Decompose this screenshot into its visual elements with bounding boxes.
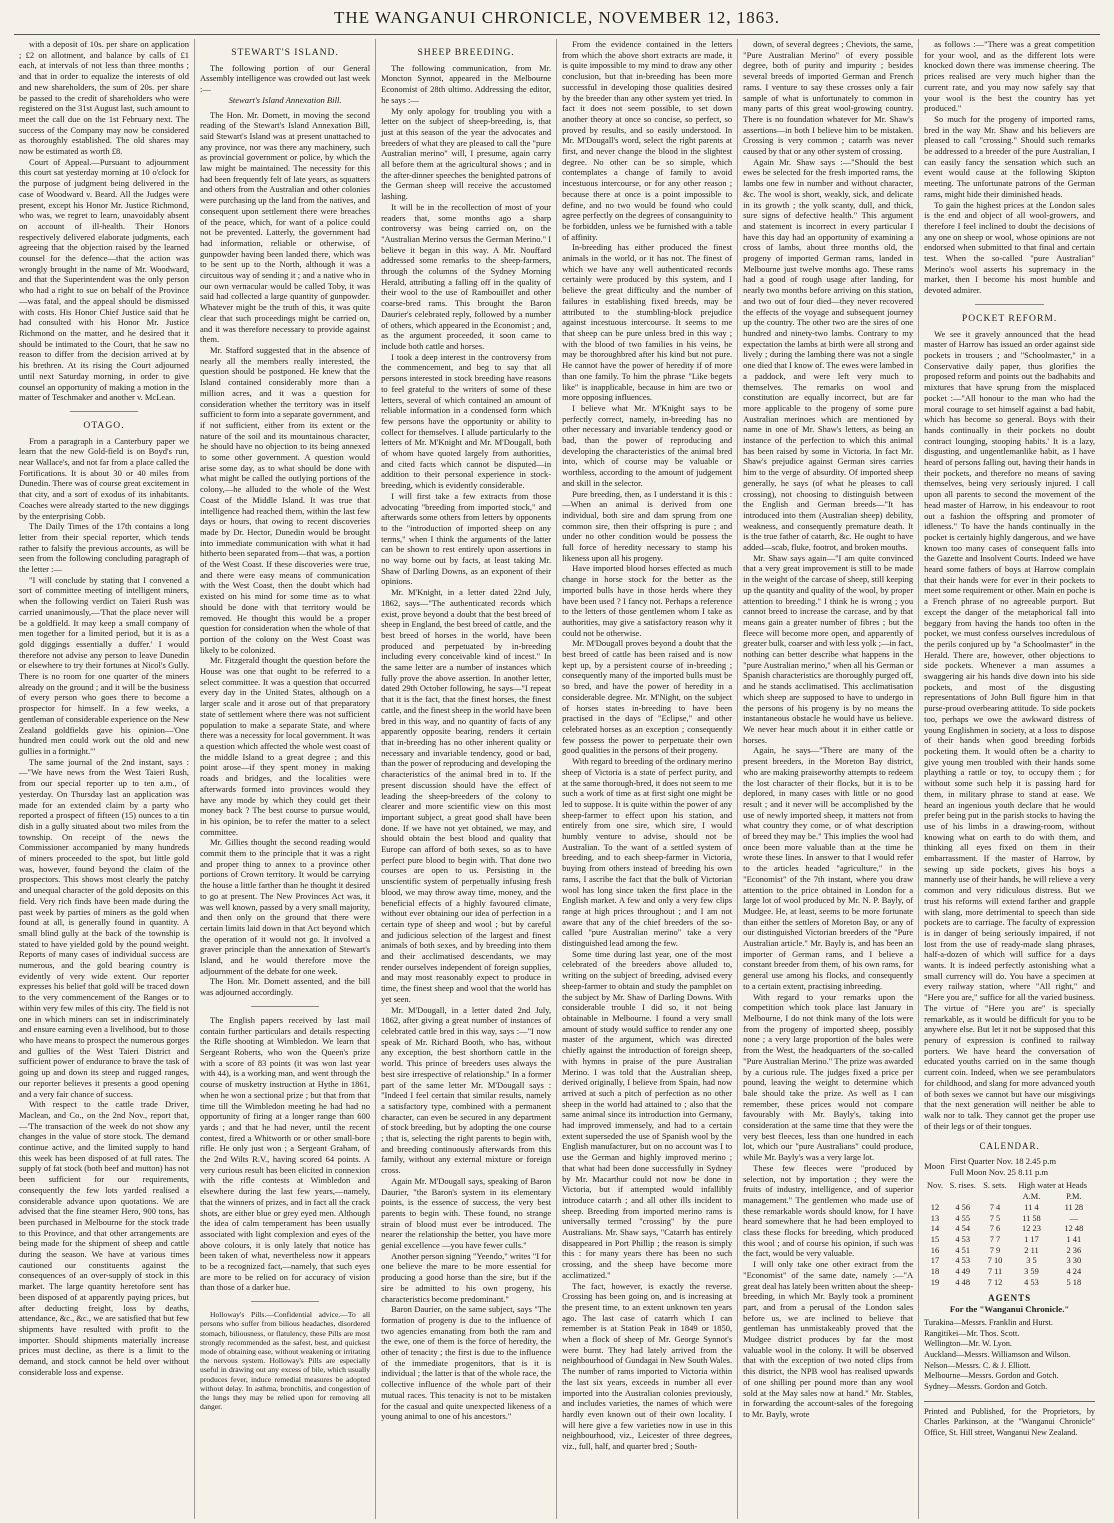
calendar-cell: 1 41 [1066, 1234, 1082, 1244]
calendar-row [924, 1267, 1095, 1278]
court-of-appeal-paragraph: Court of Appeal.—Pursuant to adjournment this court sat yesterday morning at 10 o'clock for the purpose of judgment being delivered in the case of Woodward v. Beard. All the Judges were present, except his Honor Mr. Justice Richmond, who was, we regret to learn, unavoidably absent on account of ill-health. Their Honors respectively delivered elaborate judgments, each agreeing that the objection raised by the learned counsel for the defence—that the action was wrongly brought in the name of Mr. Woodward, and that the Superintendent was the only person who had a right to sue on behalf of the Province—was fatal, and the appeal should be dismissed with costs. His Honor Chief Justice said that he had consulted with his Honor Mr. Justice Richmond on the matter, and he desired that it should be intimated to the Court, that he saw no reason to differ from the decision arrived at by his brethren. At its rising the Court adjourned until next Saturday morning, in order to give counsel an opportunity of making a motion in the matter of Teschmaker and another v. McLean. [19, 156, 190, 403]
calendar-cell: 7 12 [987, 1277, 1003, 1287]
calendar-header-row [924, 1181, 1095, 1192]
calendar-row [924, 1246, 1095, 1257]
stewarts-island-heading: STEWART'S ISLAND. [231, 47, 339, 58]
calendar-cell: 4 24 [1066, 1267, 1082, 1277]
moon-phase-first-quarter: First Quarter Nov. 18 2.45 p.m [950, 1156, 1057, 1167]
calendar-ampm-row [924, 1192, 1095, 1203]
annexation-bill-subheading: Stewart's Island Annexation Bill. [228, 94, 342, 105]
calendar-cell: 19 [930, 1277, 940, 1287]
calendar-cell: 11 4 [1024, 1202, 1039, 1212]
sheep-breeding-paragraph: It will be in the recollection of most of your readers that, some months ago a sharp controversy was being carried on, on the "Australian Merino versus the German Merino." I believe it began in this way. A Mr. Nouffard addressed some remarks to the sheep-farmers, through the columns of the Sydney Morning Herald, attributing a falling off in the quality of their wool to the use of Rambouillet and other coarse-bred rams. This brought the Baron Daurier's celebrated reply, followed by a number of others, which appeared in the Economist ; and, as the argument proceeded, it soon came to include both cattle and horses. [381, 201, 552, 351]
moon-phases [924, 1156, 1095, 1177]
agent-line: Rangitikei—Mr. Thos. Scott. [924, 1328, 1020, 1338]
columns [14, 39, 1100, 1519]
calendar-am-label: A.M. [1022, 1192, 1041, 1202]
calendar-cell: 4 54 [955, 1224, 971, 1234]
calendar-cell: 15 [930, 1234, 940, 1244]
moon-label: Moon [924, 1161, 945, 1172]
agent-line: Nelson—Messrs. C. & J. Elliott. [924, 1360, 1031, 1370]
calendar-row [924, 1278, 1095, 1289]
calendar-cell: 14 [930, 1224, 940, 1234]
calendar-cell: 4 53 [955, 1234, 971, 1244]
sheep-breeding-paragraph: Baron Daurier, on the same subject, says "The formation of progeny is due to the influence of two agencies emanating from both the ram and the ewe, one of them is the force of heredity, the other of tenacity ; the first is due to the influence of the immediate progenitors, that is it is individual ; the latter is that of the whole race, the collective influence of the whole part of their mutual races. This tenacity is not to be mistaken for the casual and quite unexpected likeness of a young animal to one of his ancestors." [381, 1304, 552, 1422]
column-2 [195, 39, 376, 1519]
sheep-breeding-paragraph: Another person signing "Yeendo," writes "I for one believe the mare to be more essential for producing a good horse than the sire, but if the sire be admitted to his own progeny, his characteristics become predominant." [381, 1250, 552, 1304]
calendar-cell: 7 11 [987, 1267, 1003, 1277]
otago-paragraph: With respect to the cattle trade Driver, Maclean, and Co., on the 2nd Nov., report that,—'The transaction of the week do not show any changes in the value of store stock. The demand continue active, and the limited supply to hand this week has been disposed of at full rates. The supply of fat stock (both beef and mutton) has not been sufficient for our requirements, consequently the few lots yarded realised a considerable advance upon quotations. We are advised that the fine steamer Hero, 900 tons, has been purchased in Melbourne for the stock trade to this Province, and that other arrangements are being made for the shipment of sheep and cattle during the season. We have at various times cautioned our constituents against the consequences of an over-supply of stock in this market. The large quantity heretofore sent has been disposed of at apparently paying prices, but after deducting freight, loss by deaths, attendance, &c., &c., we are satisfied that but few shipments have resulted with profit to the importer. Should shipments materially increase prices must decline, as there is a limit to the demand, and stock cannot be held over without considerable loss and expense. [19, 1099, 190, 1377]
divider [70, 411, 138, 412]
sheep-breeding-paragraph: as follows :—"There was a great competition for your wool, and as the different lots were knocked down there was immense cheering. The prices realised are very much higher than the current rate, and you may now safely say that your wool is the best the country has yet produced." [924, 39, 1096, 114]
calendar-cell: 4 49 [955, 1267, 971, 1277]
calendar-cell: 4 55 [955, 1213, 971, 1223]
calendar-cell: 4 51 [955, 1245, 971, 1255]
calendar-cell: 2 36 [1066, 1245, 1082, 1255]
sheep-breeding-paragraph: Again Mr. Shaw says :—"Should the best ewes be selected for the fresh imported rams, the lambs one few in number and without character, &c. The wool is short, weakly, sick, and delicate in its growth ; the yolk scanty, dull, and thick, sure signs of defective health." This argument and statement is incorrect in every particular I have this day had an opportunity of examining a cross of lambs, about three months old, the progeny of imported German rams, landed in Melbourne just twelve months ago. These rams had a good of rough usage after landing, for nearly two months before arriving on this station, and two out of four died—they never recovered the effects of the voyage and subsequent journey up the country. The other two are the sires of one hundred and ninety-two lambs. Contrary to my expectation the lambs at birth were all strong and lively ; during the lambing there was not a single one died that I know of. The ewes were lambed in a paddock, and were left very much to themselves. The remarks on wool and constitution are equally incorrect, but are far more applicable to the progeny of some pure Australian merinoes which are mentioned by name in one of Mr. Shaw's letters, as being an instance of the perfection to which this animal has been raised by some in Victoria. In fact Mr. Shaw's prejudice against German sires carries him to the verge of absurdity. Of imported sheep generally, he says (of what he pleases to call crossing), not choosing to distinguish between the English and German breeds—"It has introduced into them (Australian sheep) debility, weakness, and consequently premature death. It is the true father of catarrh, &c. He ought to have added—scab, fluke, footrot, and broken mouths. [743, 156, 914, 553]
calendar-cell: 12 23 [1022, 1224, 1041, 1234]
calendar-cell: 7 7 [989, 1234, 1001, 1244]
pocket-reform-heading: POCKET REFORM. [961, 312, 1058, 324]
sheep-breeding-paragraph: To gain the highest prices at the London sales is the end and object of all wool-growers, and therefore I feel inclined to doubt the decisions of any one on sheep or wool, whose opinions are not endorsed when submitted to that final and certain test. When the so-called "pure Australian" Merino's wool asserts his supremacy in the market, then I become his most humble and devoted admirer. [924, 199, 1096, 296]
sheep-breeding-paragraph: Have imported blood horses effected as much change in horse stock for the better as the imported bulls have in those herds where they have been used ? I fancy not. Perhaps a reference to the letters of those gentlemen whom I take as authorities, may give a satisfactory reason why it could not be otherwise. [562, 563, 733, 638]
calendar-cell: 1 17 [1024, 1234, 1039, 1244]
sheep-breeding-paragraph: These few fleeces were "produced by selection, not by importation ; they were the fruits of industry, intelligence, and of superior management." The gentlemen who made use of these remarkable words should know, for I have heard somewhere that he had been employed to class these flocks for breeding, which produced this wool ; and of course his opinion, if such was the fact, would be very valuable. [743, 1162, 914, 1259]
sheep-breeding-paragraph: I will first take a few extracts from those advocating "breeding from imported stock," and afterwards some others from letters by opponents to the "introduction of imported sheep on any terms," when I think the arguments of the latter can be shown to rest entirely upon assertions in no way borne out by facts, at least taking Mr. Shaw of Darling Downs, as an exponent of their opinions. [381, 490, 552, 587]
calendar-col-header: High water at Heads [1018, 1181, 1087, 1191]
sheep-breeding-paragraph: I believe what Mr. M'Knight says to be perfectly correct, namely, in-breeding has no other necessary and invariable tendency good or bad, than the power of reproducing and developing the characteristics of the animal bred into, which of course may be valuable or worthless, according to the amount of judgement and skill in the selector. [562, 402, 733, 488]
company-shares-paragraph: with a deposit of 10s. per share on application ; £2 on allotment, and balance by calls of £1 each, at intervals of not less than three months ; and that in order to equalize the interests of old and new shareholders, the sum of 20s. per share be passed to the credit of shareholders who were registered on the 31st August last, such amount to meet the call due on the 1st February next. The success of the Company may now be considered as thoroughly established. The old shares may now be estimated as worth £8. [19, 39, 190, 157]
calendar-cell: 7 10 [987, 1256, 1003, 1266]
calendar-cell: 7 6 [989, 1224, 1001, 1234]
calendar-pm-label: P.M. [1066, 1192, 1082, 1202]
column-4 [557, 39, 738, 1519]
divider [975, 304, 1043, 305]
sheep-breeding-paragraph: The fact, however, is exactly the reverse. Crossing has been going on, and is increasing at the present time, to an extent unknown ten years ago. The last case of catarrh which I can remember is at Station Peak in 1849 or 1850, when a flock of sheep of Mr. George Synnot's were burnt. They had lately arrived from the neighbourhood of Gundagai in New South Wales. The number of rams imported to Victoria within the last six years, exceeds in number all ever imported into the Australian colonies previously, and includes varieties, the names of which were hardly even known out of their own locality. I will here give a few varieties now in use in this neighbourhood, viz., Leicester of three degrees, viz., full, half, and quarter bred ; South- [562, 1280, 733, 1452]
otago-heading: OTAGO. [83, 419, 125, 431]
moon-lines [950, 1156, 1095, 1177]
calendar-cell: 13 [930, 1213, 940, 1223]
sheep-breeding-paragraph: I will only take one other extract from the "Economist" of the same date, namely :—"A great deal has lately been written about the sheep-breeding, in which Mr. Bayly took a prominent part, and from a perusal of the London sales before us, we are inclined to believe that gentleman has unmistakeably proved that the Mudgee district produces by far the most valuable wool in the colony. It will be observed that with the exception of two noted clips from this district, the NPB wool has realised upwards of one shilling per pound more than any wool sold at the May sales now at hand." Mr. Stables, in forwarding the account-sales of the foregoing to Mr. Bayly, wrote [743, 1259, 914, 1419]
divider [251, 1301, 319, 1302]
calendar-row [924, 1256, 1095, 1267]
calendar-cell: 18 [930, 1267, 940, 1277]
sheep-breeding-paragraph: With regard to your remarks upon the competition which took place last January in Melbourne, I do not think many of the lots were from the progeny of imported sheep, possibly none ; a very large proportion of the bales were from the West, the headquarters of the so-called "Pure Australian Merino." The prize was awarded by a curious rule. The judges fixed a price per pound, leaving the weight to determine which bale should take the prize. As well as I can remember, these prices would not compare favourably with Mr. Bayly's, taking into consideration at the same time that they were the very best fleeces, less than one hundred in each lot, which our "pure Australians" could produce, while Mr. Bayly's was a very large lot. [743, 991, 914, 1163]
stewarts-island-paragraph: Mr. Fitzgerald thought the question before the House was one that ought to be referred to a select committee. It was a question that occurred every day in the United States, although on a larger scale and it arose out of that preparatory state of settlement where there was not sufficient population to make a separate State, and where there was a necessity for local government. It was a question which affected the whole west coast of the middle Island to a great degree ; and this point arose—if they spent money in making roads and bridges, and the localities were afterwards formed into provinces would they have any mode by which they could get their money back ? The best course to pursue would, in his opinion, be to refer the matter to a select committee. [200, 655, 371, 837]
calendar-row [924, 1235, 1095, 1246]
column-3 [376, 39, 557, 1519]
calendar-cell: 16 [930, 1245, 940, 1255]
stewarts-island-intro: The following portion of our General Assembly intelligence was crowded out last week :— [200, 62, 371, 95]
agents-section [924, 1293, 1095, 1392]
stewarts-island-paragraph: The Hon. Mr. Domett, in moving the second reading of the Stewart's Island Annexation Bill, said Stewart's Island was at present unattached to any province, nor was there any machinery, such as provincial government or police, by which the law might be maintained. The necessity for this had been frequently felt of late years, as squatters and others from the Australian and other colonies were purchasing up the land from the natives, and consequent upon settlement there were breaches of the peace, which, for want of a police could not be prevented. Latterly, the government had had information, reliable or otherwise, of gunpowder having been landed there, which was to be sent up to the North, although it was a circuitous way of sending it ; and a native who in our own vernacular would be called Toby, it was said had collected a large quantity of gunpowder. Whatever might be the truth of this, it was quite clear that such proceedings might be carried on, and it was therefore necessary to provide against them. [200, 109, 371, 345]
sheep-breeding-paragraph: Again, he says—"There are many of the present breeders, in the Moreton Bay district, who are making praiseworthy attempts to redeem the lost character of their flocks, but it is to be deplored, in many cases with little or no good result ; and it never will be accomplished by the use of newly imported sheep, it matters not from what country they come, or of what description of breed they may be." This implies the wool had once been more valuable than at the time he wrote these lines. In answer to that I would refer to the articles headed "agriculture," in the "Economist" of the 7th instant, where you draw attention to the price obtained in London for a large lot of wool produced by Mr. N. P. Bayly, of Mudgee. He, at least, seems to be more fortunate than either the settlers of Moreton Bay, or any of our distinguished Victorian breeders of the "Pure Australian article." Mr. Bayly is, and has been an importer of German rams, and I believe a constant breeder from them, of his own rams, for general use among his flocks, and consequently to a certain extent, practising inbreeding. [743, 745, 914, 991]
agents-subheading: For the "Wanganui Chronicle." [949, 1304, 1070, 1315]
sheep-breeding-paragraph: Mr. Shaw says again—"I am quite convinced that a very great improvement is still to be made in the weight of the carcase of sheep, still keeping up the quantity and quality of the wool, by proper attention to breeding." I think he is wrong ; you cannot breed to increase the carcase, and by that means gain a greater number of fibres ; but the fleece will become more open, and apparently of greater bulk, coarser and with less yolk ;—in fact, nothing can better describe what happens in the "pure Australian merino," when all his German or Spanish characteristics are thoroughly purged off, and he stands acclimatised. This acclimatisation which sheep are supposed to have to undergo in the persons of his progeny is by no means the instantaneous obstacle he would have us believe. We never hear much about it in either cattle or horses. [743, 552, 914, 745]
sheep-breeding-paragraph: Mr. M'Dougall, in a letter dated 2nd July, 1862, after giving a great number of instances of celebrated cattle bred in this way, says :—"I now speak of Mr. Richard Booth, who has, without any exception, the best shorthorn cattle in the world. This prince of breeders uses always the best sire irrespective of relationship." In a former part of the same letter Mr. M'Dougall says : "Indeed I feel certain that similar results, namely a satisfactory type, combined with a permanent character, can even be secured in any department of stock breeding, but by adopting the one course ; that is, selecting the right parents to begin with, and breeding continuously afterwards from this family, without any external mixture or foreign cross. [381, 1004, 552, 1176]
calendar-cell: 3 30 [1066, 1256, 1082, 1266]
calendar-cell: 7 4 [989, 1202, 1001, 1212]
imprint [924, 1401, 1095, 1439]
calendar-row [924, 1214, 1095, 1225]
calendar-col-header: Nov. [926, 1181, 943, 1191]
calendar-cell: 5 18 [1066, 1277, 1082, 1287]
column-6 [919, 39, 1100, 1519]
otago-paragraph: The same journal of the 2nd instant, says :—"We have news from the West Taieri Rush, from our special reporter up to ten a.m., of yesterday. On Thursday last an application was made for an extended claim by a party who reported a prospect of fifteen (15) ounces to a tin dish in a gully situated about two miles from the township. On receipt of the news the Commissioner accompanied by many hundreds of miners proceeded to the spot, but little gold was, however, found beyond the claim of the prospectors. This shows most clearly the patchy and unequal character of the gold deposits on this field. Very rich finds have been made during the past week by parties of miners as the gold when found at all, is generally found in quantity. A small blind gully at the back of the township is stated to have yielded gold by the pound weight. Reports of many cases of individual success are numerous, and the gold bearing country is evidently of very wide extent. Our reporter expresses his belief that gold will be traced down to the very commencement of the Ranges or to within very few miles of this city. The field is not one in which miners can set in indiscriminately and ensure earning even a livelihood, but to those who have means to prospect the numerous gorges and gullies of the West Taieri District and sufficient power of endurance to brave the task of going up and down its steep and rugged ranges, our reporter believes it presents a good opening and a very fair chance of success. [19, 756, 190, 1099]
calendar-cell: 4 48 [955, 1277, 971, 1287]
calendar-cell: 7 9 [989, 1245, 1001, 1255]
agent-line: Wellington—Mr. W. Lyon. [924, 1339, 1012, 1349]
sheep-breeding-paragraph: So much for the progeny of imported rams, bred in the way Mr. Shaw and his believers are pleased to call "crossing." Should such remarks be addressed to a breeder of the pure Australian, I can easily fancy the sensation which such an event would cause at the following Skipton meeting. The unfortunate patrons of the German rams, might hide their diminished heads. [924, 113, 1096, 199]
agent-line: Sydney—Messrs. Gordon and Gotch. [924, 1382, 1048, 1392]
masthead: THE WANGANUI CHRONICLE, NOVEMBER 12, 1863. [14, 4, 1100, 35]
calendar-col-header: S. rises. [949, 1181, 976, 1191]
agent-line: Auckland—Messrs. Williamson and Wilson. [924, 1349, 1071, 1359]
otago-paragraph: "I will conclude by stating that I convened a sort of committee meeting of intelligent miners, when the following verdict on Taieri Rush was carried unanimously,—'That the place never will be a goldfield. It may keep a small company of men together for a limited period, but it is as a gold diggings essentially a duffer.' I would therefore not advise any person to leave Dunedin or elsewhere to try their fortunes at Nicol's Gully. There is no room for one quarter of the miners already on the ground ; and it will be the business of every person who goes there to become a prospector for himself. In a few weeks, a gentleman of considerable experience on the New Zealand goldfields gave his opinion—'One hundred men could work out the old and new gullies in a fortnight.'" [19, 574, 190, 756]
calendar-cell: 7 5 [989, 1213, 1001, 1223]
calendar-cell: 3 59 [1024, 1267, 1039, 1277]
calendar-heading: CALENDAR. [979, 1141, 1040, 1152]
calendar-cell: 4 56 [955, 1202, 971, 1212]
divider [251, 1006, 319, 1007]
otago-paragraph: From a paragraph in a Canterbury paper we learn that the new Gold-field is on Boyd's run, near Wallace's, and not far from a place called the Fortifications. It is about 30 or 40 miles from Dunedin. There was of course great excitement in that city, and a sort of exodus of its inhabitants. Coaches were already started to the new diggings by the enterprising Cobb. [19, 435, 190, 521]
stewarts-island-paragraph: The Hon. Mr. Domett assented, and the bill was adjourned accordingly. [200, 976, 371, 998]
agent-line: Turakina—Messrs. Franklin and Hurst. [924, 1317, 1053, 1327]
stewarts-island-paragraph: Mr. Stafford suggested that in the absence of nearly all the members really interested, the question should be postponed. He knew that the Island contained considerably more than a million acres, and it was a question for consideration whether the territory was in itself sufficient to form into a separate government, and if not sufficient, either from its extent or the nature of the soil and its mountainous character, he should have no objection to its being annexed to some other government. A question would arise some day, as to what should be done with what might be called the outlying portions of the colony,—he alluded to the whole of the West Coast of the Middle Island. It was true that intelligence had reached them, within the last few days or hours, that owing to recent discoveries made by Dr. Hector, Dunedin would be brought into immediate communication with what it had hitherto been separated from—that was, a portion of the West Coast. If these discoveries were true, and there were easy means of communication with the West Coast, then the doubt which had existed on his mind for some time as to what should be done with that territory would be removed. He thought this would be a proper question for consideration when the whole of that portion of the colony on the West Coast was likely to be colonized. [200, 344, 371, 655]
calendar-cell: 4 53 [1024, 1277, 1039, 1287]
sheep-breeding-paragraph: My only apology for troubling you with a letter on the subject of sheep-breeding, is, that just at this season of the year the advocates and breeders of what they are pleased to call the "pure Australian merino" will, I presume, again carry all before them at the agricultural shows ; and in the after-dinner speeches the benighted patrons of the German sheep will receive the accustomed lashing. [381, 105, 552, 202]
calendar-body [924, 1203, 1095, 1289]
calendar-cell: 11 28 [1064, 1202, 1084, 1212]
sheep-breeding-paragraph: The following communication, from Mr. Moncton Synnot, appeared in the Melbourne Economist of 28th ultimo. Addressing the editor, he says :— [381, 62, 552, 105]
sheep-breeding-paragraph: Mr. M'Dougall proves beyond a doubt that the best breed of cattle has been raised and is now kept up, by a persistent course of in-breeding ; consequently many of the imported bulls must be so bred, and have the power of heredity in a considerable degree. Mr. M'Night, on the subject of horses states in-breeding to have been practised in the days of "Eclipse," and other celebrated horses as an exception ; consequently few possess the power to perpetuate their own good qualities in the persons of their progeny. [562, 638, 733, 756]
calendar-cell: 11 58 [1022, 1213, 1041, 1223]
sheep-breeding-paragraph: down, of several degrees ; Cheviots, the same, "Pure Australian Merino" of every possible degree, both of purity and impurity ; besides several breeds of imported German and French rams. I venture to say these crosses only a fair sample of what is unfortunately to common in many parts of this great wool-growing country. There is no foundation whatever for Mr. Shaw's assertions—in both I believe him to be mistaken. Crossing is very common ; catarrh was never caused by that or any other system of crossing. [743, 39, 914, 157]
sheep-breeding-paragraph: In-breeding has either produced the finest animals in the world, or it has not. The finest of which we have any well authenticated records certainly were produced by this system, and I believe the great difficulty and the number of failures in establishing fixed breeds, may be attributed to the stumbling-block prejudice against incestuous intercourse. It seems to me that sheep can be pure unless bred in this way ; with the blood of two families in his veins, he may be thoroughbred after his kind but not pure. He cannot have the power of heredity if of more than one family. To him the phrase "Like begets like" is inapplicable, because in him are two or more opposing influences. [562, 242, 733, 403]
sheep-breeding-paragraph: Pure breeding, then, as I understand it is this :—When an animal is derived from one individual, both sire and dam sprung from one common sire, then their offspring is pure ; and under no other condition would be possess the full force of heredity necessary to stamp his likeness upon all his progeny. [562, 488, 733, 563]
calendar-table [924, 1181, 1095, 1288]
calendar-row [924, 1203, 1095, 1214]
wimbledon-paragraph: The English papers received by last mail contain further particulars and details respecting the Rifle shooting at Wimbledon. We learn that Sergeant Roberts, who won the Queen's prize with a score of 83 points (it was won last year with 44), is a working man, and went through the course of musketry instruction at Hythe in 1861, when he won a sectional prize ; but that from that time till the Wimbledon meeting he had had no opportunity of firing at a longer range than 600 yards ; and that he had never, until the recent contest, fired a Whitworth or or other small-bore rifle. He only just won ; a Sergeant Graham, of the 2nd Wilts R.V., having scored 64 points. A very curious result has been elicited in connexion with the rifle contests at Wimbledon and elsewhere during the last few years,—namely, that the winners of prizes, and in fact all the crack shots, are either blue or grey eyed men. Although the idea of calm temperament has been usually associated with light complexion and eyes of the above colours, it is only lately that notice has been taken of what, nevertheless now it appears to be a recognized fact,—namely, that such eyes are more to be relied on for accuracy of vision than those of a darker hue. [200, 1014, 371, 1293]
calendar-cell: — [1069, 1213, 1079, 1223]
moon-phase-full-moon: Full Moon Nov. 25 8.11 p.m [950, 1166, 1049, 1177]
column-5 [738, 39, 919, 1519]
calendar-col-header: S. sets. [983, 1181, 1007, 1191]
calendar-cell: 3 5 [1026, 1256, 1037, 1266]
sheep-breeding-paragraph: Some time during last year, one of the most celebrated of the breeders above alluded to, writing on the subject of breeding, advised every sheep-farmer to obtain and study the pamphlet on the subject by Mr. Shaw of Darling Downs. With considerable trouble I did so, it not being obtainable in Melbourne. I found a very small amount of study would suffice to render any one master of the argument, which was directed chiefly against the introduction of foreign sheep, with hymns in praise of the pure Australian Merino. I was told that the Australian sheep, derived originally, I believe from Spain, had now arrived at such a pitch of perfection as no other sheep in the world had attained to ; also that the same animal since its introduction into Germany, had improved immensely, and had to a certain extent superseded the use of Spanish wool by the English manufacturer, but on no account was I to use the German and highly improved merino ; that what had been done successfully in Sydney by Mr. Macarthur could not now be done in Victoria, but if attempted would infallibly introduce catarrh ; and all other ills incident to sheep. Breeding from imported merino rams is universally termed "crossing" by the pure Australians. Mr. Shaw says, "Catarrh has entirely disappeared in Port Phillip ; the reason is simply this : for many years there has been no such crossing, and the sheep have become more acclimatized." [562, 948, 733, 1280]
stewarts-island-paragraph: Mr. Gillies thought the second reading would commit them to the principle that it was a right and proper thing to annex to a province other portions of Crown territory. It would be carrying the house a little farther than he thought it desired to go at present. The New Provinces Act was, it was well known, passed by a very small majority, and then only on the ground that there were certain limits laid down in that Act beyond which the operation of it would not go. It involved a graver principle than the annexation of Stewart's Island, and he would therefore move the adjournment of the debate for one week. [200, 837, 371, 976]
calendar-cell: 4 53 [955, 1256, 971, 1266]
agents-heading: AGENTS [988, 1293, 1032, 1304]
sheep-breeding-paragraph: I took a deep interest in the controversy from the commencement, and beg to say that all persons interested in stock breeding have reasons to feel grateful to the writers of some of these letters, several of which contained an amount of reliable information in a condensed form which few persons have the opportunity or ability to collect for themselves. I allude particularly to the letters of Mr. M'Knight and Mr. M'Dougall, both of whom have quoted largely from authorities, and cited facts which cannot be disputed—in addition to their personal experience in stock-breeding, which is evidently considerable. [381, 351, 552, 491]
sheep-breeding-paragraph: From the evidence contained in the letters from which the above short extracts are made, it is quite impossible to my mind to draw any other conclusion, but that in-breeding has been more successful in developing those qualities desired by the breeder than any other system yet tried. In fact it does not seem possible, to set down another theory at once so concise, so perfect, so proved by results, and so easily understood. In Mr. M'Dougall's word, select the right parents at first, and never change the blood in the slightest degree. No other can be so simple, which contemplates a change of family to avoid incestuous intercourse, or for any other reason ; because there at once is a point impossible to define, and no two would be found who could agree perfectly on the degrees of consanguinity to be forbidden, unless we be furnished with a table of affinity. [562, 39, 733, 242]
calendar-cell: 12 48 [1064, 1224, 1084, 1234]
holloways-pills-notice: Holloway's Pills.—Confidential advice.—To all persons who suffer from bilious headaches, disordered stomach, biliousness, or flatulency, these Pills are most strongly recommended as the safest, best, and quickest mode of obtaining ease, without weakening or irritating the nervous system. Holloway's Pills are especially useful in drawing out any excess of bile, which usually produces fever, induce remedial measures be adopted without delay. In asthma, bronchitis, and congestion of the lungs they may be relied upon for removing all danger. [200, 1310, 371, 1412]
otago-paragraph: The Daily Times of the 17th contains a long letter from their special reporter, which tends rather to falsify the previous accounts, as will be seen from the following concluding paragraph of the letter :— [19, 521, 190, 575]
sheep-breeding-paragraph: With regard to breeding of the ordinary merino sheep of Victoria is a state of perfect purity, and at the same thorough-bred, it does not seem to me such a work of time as at first sight one might be led to suppose. It is quite within the power of any sheep-farmer to effect upon his station, and entirely from one sire, which sire, I would humbly venture to advise, should not be Australian. To the want of a settled system of breeding, and to each sheep-farmer in Victoria, buying from others instead of breeding his own rams, I ascribe the fact that the bulk of Victorian wool has long since taken the first place in the English market. A few and only a very few clips range at high prices throughout ; and I am not aware that any of the chief breeders of the so-called "pure Australian merino" take a very distinguished lead among the few. [562, 756, 733, 949]
calendar-row [924, 1224, 1095, 1235]
sheep-breeding-paragraph: Mr. M'Knight, in a letter dated 22nd July, 1862, says—"The authenticated records which exist, prove beyond a doubt that the best breed of sheep in England, the best breed of cattle, and the best breed of horses in the world, have been produced and perpetuated by in-breeding including every conceivable kind of incest." In the same letter are a number of instances which fully prove the above assertion. In another letter, dated 29th October following, he says—"I repeat that it is the fact, that the finest horses, the finest cattle, and the finest sheep in the world have been bred in this way, and no quantity of facts of any apparently opposite bearing, renders it certain that in-breeding has no other inherent quality or necessary and invariable tendency, good or bad, than the power of reproducing and developing the characteristics of the animal bred in to. If the present discussion should have the effect of leading the sheep-breeders of the colony to clearer and more scientific view on this most important subject, a great good shall have been done. If we have not yet obtained, we may, and should obtain the best blood and quality that Europe can afford of both sexes, so as to have perfect pure blood to begin with. That done two courses are open to us. Persisting in the unscientific system of perpetually infusing fresh blood, we may throw away time, money, and the beneficial effects of a highly favoured climate, without ever obtaining our idea of perfection in a certain type of sheep and wool ; but by careful and judicious selection of the largest and finest animals of both sexes, and by breeding into them and their acclimatised descendants, we may render ourselves independent of foreign supplies, and may most reasonably expect to produce in time, the finest sheep and wool that the world has yet seen. [381, 587, 552, 1004]
calendar-cell: 17 [930, 1256, 940, 1266]
calendar-cell: 12 [930, 1202, 940, 1212]
sheep-breeding-paragraph: Again Mr. M'Dougall says, speaking of Baron Daurier, "the Baron's system in its elementary points, is the essence of success, the very best parents to begin with. These found, no strange strain of blood must ever be introduced. The nearer the relationship the better, you have more genial excellence —you have fewer culls." [381, 1175, 552, 1251]
agent-line: Melbourne—Messrs. Gordon and Gotch. [924, 1371, 1059, 1381]
sheep-breeding-heading: SHEEP BREEDING. [417, 47, 515, 58]
calendar-cell: 2 11 [1024, 1245, 1039, 1255]
column-1 [14, 39, 195, 1519]
pocket-reform-paragraph: We see it gravely announced that the head master of Harrow has issued an order against side pockets in trousers ; and "Schoolmaster," in a Conservative daily paper, thus glorifies the proposed reform and points out the badhabits and mixtures that have sprung from the misplaced pocket :—"All honour to the man who had the moral courage to set himself against a bad habit, which has become so general. Boys with their hands continually in their pockets no doubt contract lounging, stooping habits.' It is a lazy, disgusting, and ungentlemanlike habit, as I have heard of persons falling out, having their hands in their pockets, and therefore no means of saving themselves, being very seriously injured. I call upon all parents to second the movement of the head master of Harrow, in his endeavour to root out a fashion the offspring and promoter of idleness." To have the hands continually in the pocket is certainly highly dangerous, and we have known too many cases of consequent falls into the Gazette and Insolvent Courts. Indeed we have heard some fathers of boys at Harrow complain that their hands were for ever in their pockets to meet some requirement or other. Main en poche is a French phrase of no agreeable purport. But except the danger of the metaphorical fall into beggary from having the hands too often in the pocket, we must confess ourselves incredulous of the perils conjured up by "a Schoolmaster" in the Herald. There are, however, other objections to side pockets. Whenever a man assumes a swaggering air his hands dive down into his side pockets, and most of the disgusting representations of John Bull figure him in that purse-proud overbearing attitude. To side pockets too, perhaps we owe the awkward distress of young Englishmen in society, at a loss to dispose of their hands when good breeding forbids pocketing them. It would often be a charity to give young men troubled with their hands some plaything a rattle or toy, to occupy them ; for without some such help it is passing hard for them, in military phrase to stand at ease. We heard an ingenious youth declare that he would prefer being put in the parish stocks to having the use of his limbs in a drawing-room, without knowing what on earth to do with them, and thinking all eyes fixed on them in their embarrassment. If the master of Harrow, by sewing up side pockets, gives his boys a mannerly use of their hands, he will relieve a very common and very ridiculous distress. But we trust his reforms will extend farther and grapple with slang, more detrimental to speech than side pockets are to carriage. The faculty of expression is in danger of being seriously impaired, if not lost from the use of ready-made slang phrases, half-a-dozen of which will suffice for a days wants. It is indeed perfectly astonishing what a small currency will do. You have a specimen at every railway station, where "All right," and "Here you are," suffice for all the varied business. The virtue of "Here you are" is specially remarkable, as it would be difficult for you to be anywhere else. But let it not be supposed that this penury of expression is confined to railway porters. We have heard the conversation of educated youths carried on in the same though current coin. Indeed, when we see perambulators for childhood, and slang for more advanced youth of both sexes we cannot but have our misgivings that the next generation will neither be able to walk nor to talk. They cannot get the proper use of their legs or of their tongues. [924, 328, 1096, 1131]
imprint-text: Printed and Published, for the Proprietors, by Charles Parkinson, at the "Wanganui Chronicle" Office, St. Hill street, Wanganui New Zealand. [924, 1406, 1096, 1438]
